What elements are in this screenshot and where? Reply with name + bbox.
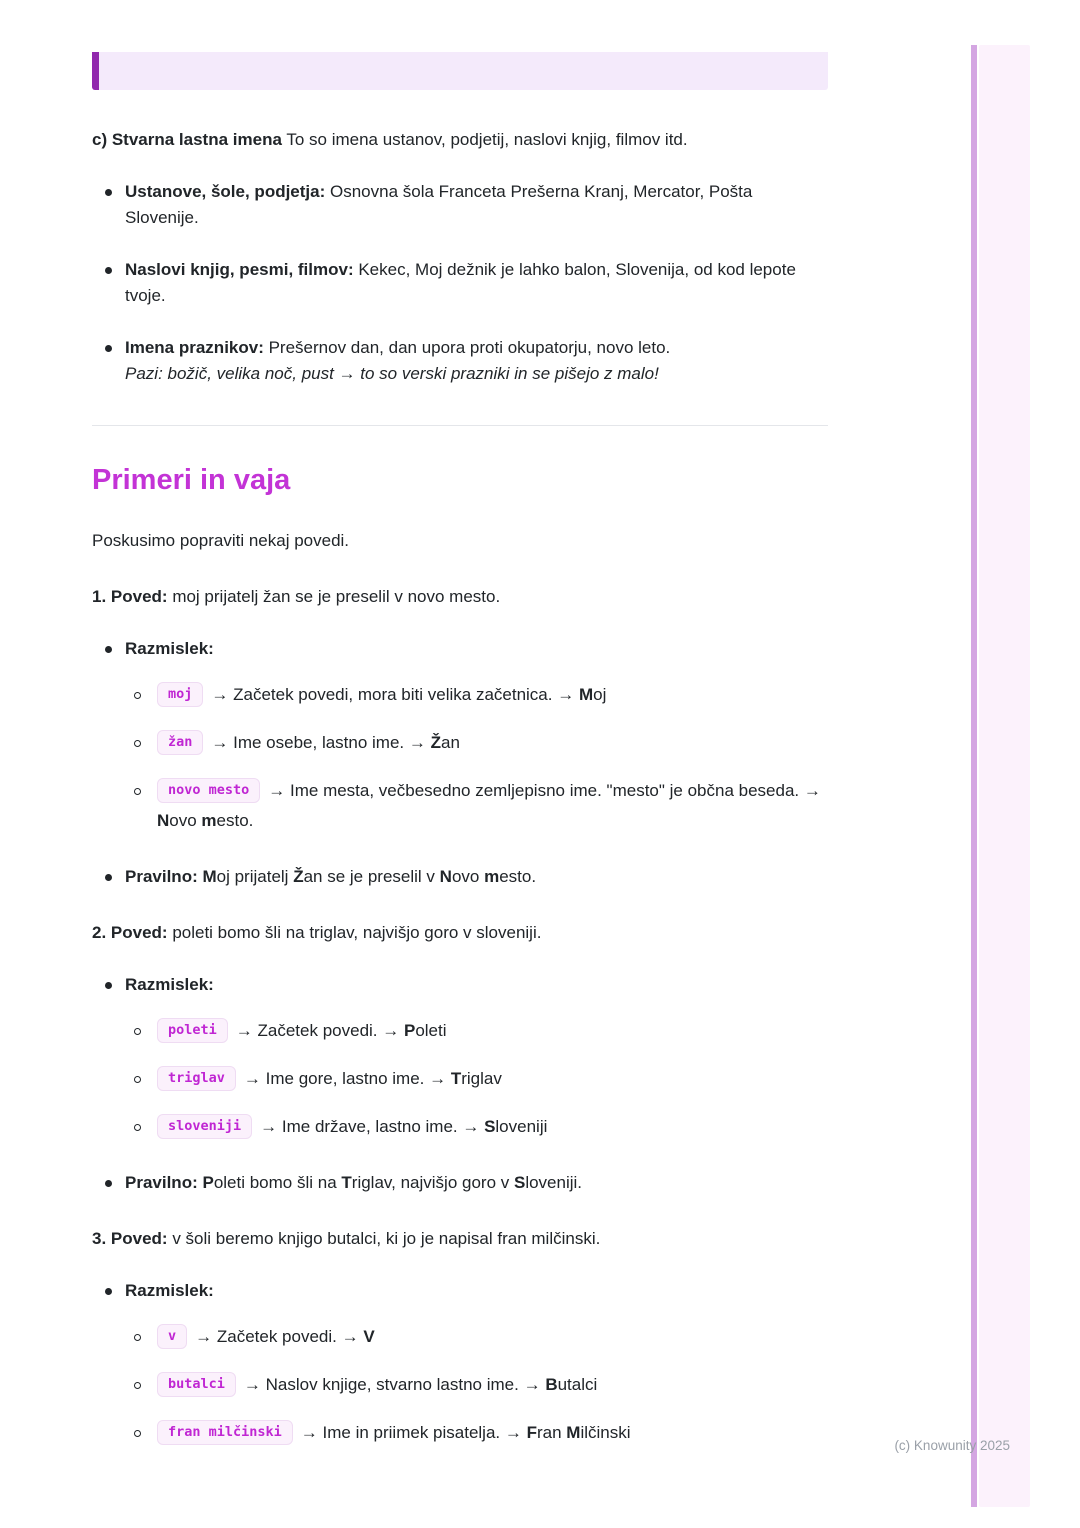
code-chip: žan <box>157 730 203 755</box>
sentence-line <box>92 920 828 946</box>
correct-sentence: Pravilno: Poleti bomo šli na Triglav, najvišjo goro v Sloveniji. <box>92 1170 828 1196</box>
pravilno-label: Pravilno: <box>125 867 203 886</box>
correct-sentence: Pravilno: Moj prijatelj Žan se je preselil v Novo mesto. <box>92 864 828 890</box>
section-divider <box>92 425 828 426</box>
sentence-text: moj prijatelj žan se je preselil v novo mesto. <box>167 587 501 606</box>
page-edge-line <box>971 45 977 1507</box>
sentence-label: 1. Poved: <box>92 587 168 606</box>
document-content <box>92 0 828 1448</box>
code-chip: triglav <box>157 1066 236 1091</box>
example-block <box>92 920 828 1196</box>
razmislek-bullet <box>92 1278 828 1448</box>
callout-remnant <box>92 52 828 90</box>
warning-note: Pazi: božič, velika noč, pust → to so verski prazniki in se pišejo z malo! <box>125 364 659 383</box>
intro-bullet <box>92 335 828 387</box>
intro-lead: c) Stvarna lastna imena <box>92 130 282 149</box>
sentence-label: 2. Poved: <box>92 923 168 942</box>
analysis-item: fran milčinski → Ime in priimek pisatelja. → Fran Milčinski <box>125 1418 828 1448</box>
example-block <box>92 584 828 890</box>
intro-list <box>92 179 828 387</box>
example-block <box>92 1226 828 1448</box>
analysis-item: v → Začetek povedi. → V <box>125 1322 828 1352</box>
bullet-text: Kekec, Moj dežnik je lahko balon, Slovenija, od kod lepote tvoje. <box>125 260 796 305</box>
sentence-line <box>92 584 828 610</box>
intro-bullet <box>92 257 828 309</box>
analysis-item: moj → Začetek povedi, mora biti velika začetnica. → Moj <box>125 680 828 710</box>
analysis-item: triglav → Ime gore, lastno ime. → Triglav <box>125 1064 828 1094</box>
analysis-item: poleti → Začetek povedi. → Poleti <box>125 1016 828 1046</box>
code-chip: sloveniji <box>157 1114 252 1139</box>
analysis-item: žan → Ime osebe, lastno ime. → Žan <box>125 728 828 758</box>
intro-text: To so imena ustanov, podjetij, naslovi knjig, filmov itd. <box>281 130 688 149</box>
razmislek-bullet <box>92 972 828 1142</box>
code-chip: butalci <box>157 1372 236 1397</box>
example-list <box>92 1278 828 1448</box>
analysis-list <box>125 1322 828 1448</box>
pravilno-label: Pravilno: <box>125 1173 203 1192</box>
analysis-list <box>125 1016 828 1142</box>
razmislek-bullet <box>92 636 828 836</box>
example-list <box>92 972 828 1196</box>
analysis-item: novo mesto → Ime mesta, večbesedno zemljepisno ime. "mesto" je občna beseda. → Novo mesto. <box>125 776 828 836</box>
razmislek-label: Razmislek: <box>125 1281 214 1300</box>
bullet-lead: Naslovi knjig, pesmi, filmov: <box>125 260 354 279</box>
code-chip: moj <box>157 682 203 707</box>
bullet-lead: Imena praznikov: <box>125 338 264 357</box>
analysis-item: butalci → Naslov knjige, stvarno lastno ime. → Butalci <box>125 1370 828 1400</box>
bullet-text: Prešernov dan, dan upora proti okupatorju, novo leto. <box>263 338 671 357</box>
bullet-lead: Ustanove, šole, podjetja: <box>125 182 326 201</box>
section-title: Primeri in vaja <box>92 464 291 496</box>
intro-paragraph <box>92 127 828 153</box>
sentence-line <box>92 1226 828 1252</box>
sentence-text: v šoli beremo knjigo butalci, ki jo je napisal fran milčinski. <box>167 1229 601 1248</box>
analysis-item: sloveniji → Ime države, lastno ime. → Sloveniji <box>125 1112 828 1142</box>
copyright: (c) Knowunity 2025 <box>894 1438 1010 1453</box>
section-intro: Poskusimo popraviti nekaj povedi. <box>92 531 350 550</box>
intro-bullet <box>92 179 828 231</box>
sentence-label: 3. Poved: <box>92 1229 168 1248</box>
bullet-text: Osnovna šola Franceta Prešerna Kranj, Mercator, Pošta Slovenije. <box>125 182 753 227</box>
code-chip: poleti <box>157 1018 228 1043</box>
examples-container <box>92 584 828 1448</box>
code-chip: v <box>157 1324 187 1349</box>
page-edge-band <box>979 45 1030 1507</box>
code-chip: novo mesto <box>157 778 260 803</box>
razmislek-label: Razmislek: <box>125 975 214 994</box>
analysis-list <box>125 680 828 836</box>
example-list <box>92 636 828 890</box>
sentence-text: poleti bomo šli na triglav, najvišjo goro v sloveniji. <box>167 923 542 942</box>
code-chip: fran milčinski <box>157 1420 293 1445</box>
razmislek-label: Razmislek: <box>125 639 214 658</box>
